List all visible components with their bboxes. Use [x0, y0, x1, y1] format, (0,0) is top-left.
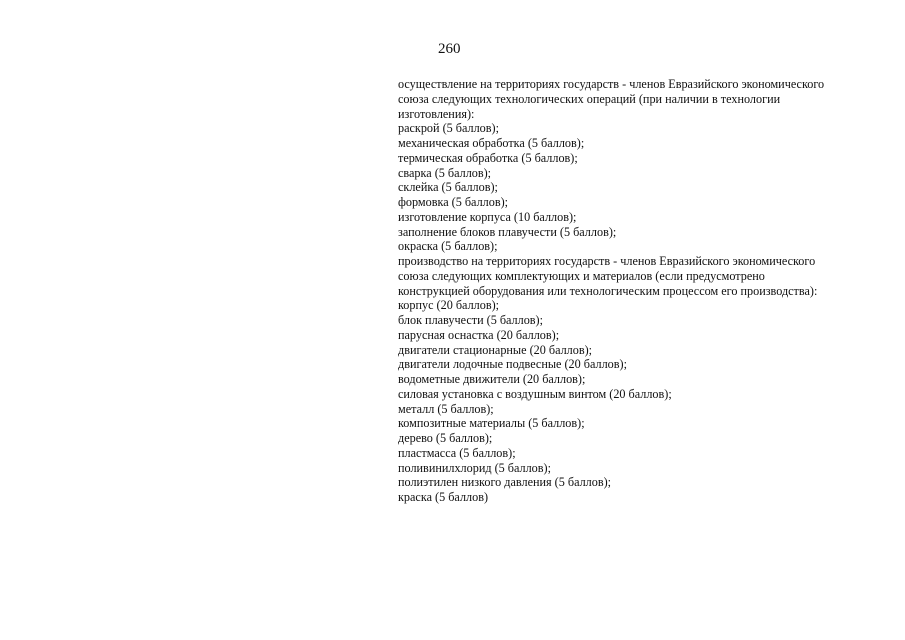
text-line: блок плавучести (5 баллов);	[398, 313, 544, 327]
text-line: двигатели стационарные (20 баллов);	[398, 342, 593, 357]
text-line: металл (5 баллов);	[398, 401, 494, 416]
text-line: заполнение блоков плавучести (5 баллов);	[398, 224, 617, 239]
text-line: поливинилхлорид (5 баллов);	[398, 460, 551, 475]
text-line: парусная оснастка (20 баллов);	[398, 327, 560, 342]
text-line: силовая установка с воздушным винтом (20 баллов);	[398, 386, 672, 401]
text-line: дерево (5 баллов);	[398, 431, 493, 445]
text-line: осуществление на территориях государств - членов Евразийского экономического	[398, 77, 825, 91]
text-line: раскрой (5 баллов);	[398, 121, 499, 136]
text-line: сварка (5 баллов);	[398, 165, 492, 180]
text-line: двигатели лодочные подвесные (20 баллов);	[398, 357, 627, 372]
text-line: полиэтилен низкого давления (5 баллов);	[398, 475, 612, 490]
text-line: механическая обработка (5 баллов);	[398, 136, 585, 150]
text-line: краска (5 баллов)	[398, 490, 489, 504]
text-line: изготовление корпуса (10 баллов);	[398, 209, 577, 224]
text-line: производство на территориях государств - членов Евразийского экономического	[398, 254, 816, 268]
text-line: конструкцией оборудования или технологическим процессом его производства):	[398, 283, 818, 298]
text-line: пластмасса (5 баллов);	[398, 445, 516, 460]
text-line: склейка (5 баллов);	[398, 180, 498, 195]
text-line: композитные материалы (5 баллов);	[398, 416, 585, 431]
page-number: 260	[438, 41, 461, 57]
text-line: корпус (20 баллов);	[398, 298, 500, 313]
text-line: термическая обработка (5 баллов);	[398, 150, 578, 165]
text-line: водометные движители (20 баллов);	[398, 372, 586, 386]
document-body	[398, 77, 878, 505]
text-line: изготовления):	[398, 106, 475, 121]
text-line: союза следующих технологических операций (при наличии в технологии	[398, 91, 781, 106]
text-line: формовка (5 баллов);	[398, 195, 509, 209]
text-line: окраска (5 баллов);	[398, 239, 498, 254]
text-line: союза следующих комплектующих и материалов (если предусмотрено	[398, 268, 765, 283]
